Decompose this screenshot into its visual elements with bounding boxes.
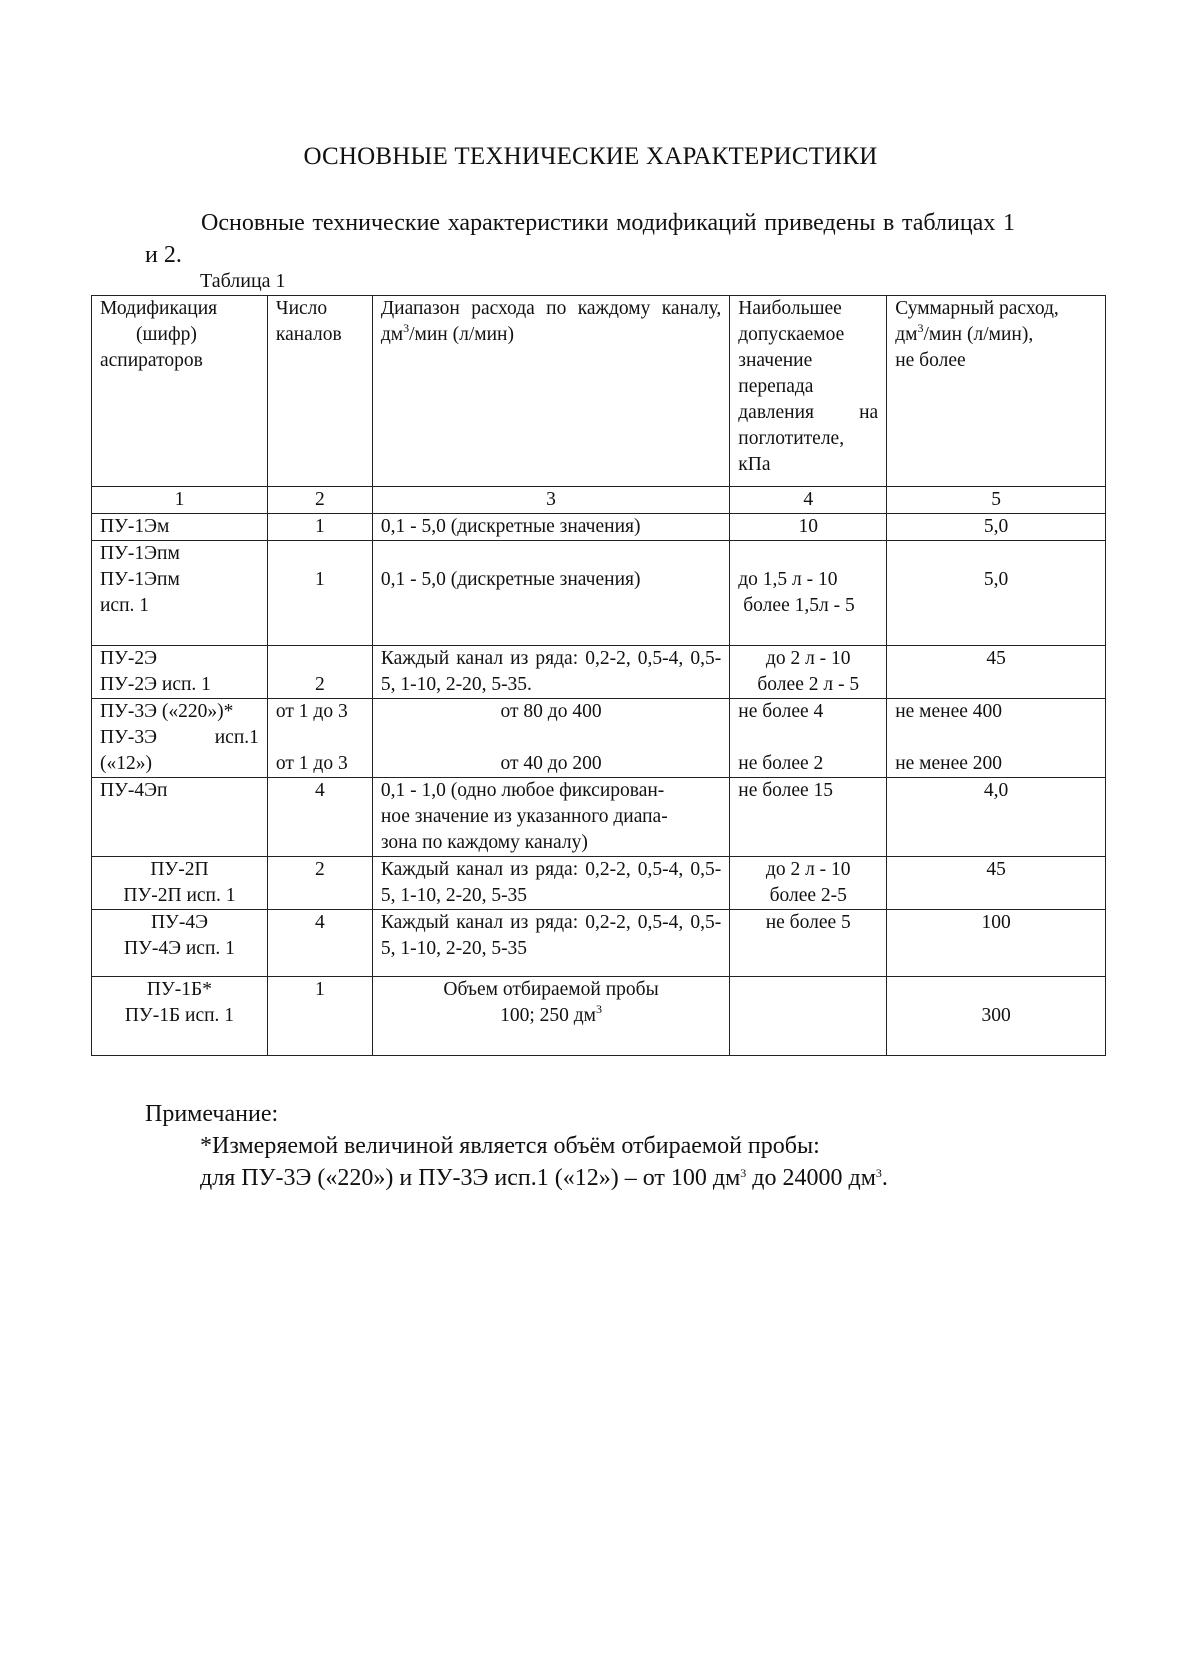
- col-number: 1: [92, 487, 268, 514]
- table-row: [92, 977, 1106, 1056]
- table-row: [92, 857, 1106, 910]
- cell-pressure-drop: не более 4 не более 2: [730, 699, 887, 778]
- table-row: [92, 910, 1106, 977]
- cell-model: ПУ-4Эп: [92, 778, 268, 857]
- cell-total-flow: 4,0: [887, 778, 1106, 857]
- header-model: Модификация (шифр) аспираторов: [92, 296, 268, 487]
- cell-flow-range: Каждый канал из ряда: 0,2-2, 0,5-4, 0,5-5, 1-10, 2-20, 5-35: [372, 910, 729, 977]
- cell-model: ПУ-2П ПУ-2П исп. 1: [92, 857, 268, 910]
- cell-model: ПУ-1Б* ПУ-1Б исп. 1: [92, 977, 268, 1056]
- header-total-flow: Суммарный расход, $дм^3$/мин (л/мин), не более: [887, 296, 1106, 487]
- cell-pressure-drop: не более 15: [730, 778, 887, 857]
- table-row: [92, 541, 1106, 646]
- cell-channels: 4: [267, 910, 372, 977]
- cell-flow-range: 0,1 - 1,0 (одно любое фиксирован- ное значение из указанного диапа- зона по каждому каналу): [372, 778, 729, 857]
- cell-channels: 4: [267, 778, 372, 857]
- note-label: Примечание:: [145, 1101, 279, 1127]
- intro-paragraph: [145, 207, 1015, 271]
- intro-text: Основные технические характеристики модификаций приведены в таблицах 1 и 2.: [145, 210, 1015, 268]
- cell-model: ПУ-1Эм: [92, 514, 268, 541]
- table-row: [92, 699, 1106, 778]
- cell-model: ПУ-4Э ПУ-4Э исп. 1: [92, 910, 268, 977]
- cell-flow-range: Каждый канал из ряда: 0,2-2, 0,5-4, 0,5-5, 1-10, 2-20, 5-35.: [372, 646, 729, 699]
- col-number: 2: [267, 487, 372, 514]
- specifications-table: [91, 295, 1106, 1056]
- cell-channels: 2: [267, 646, 372, 699]
- col-number: 3: [372, 487, 729, 514]
- cell-total-flow: 5,0: [887, 514, 1106, 541]
- header-flow-range: Диапазон расхода по каждому каналу, $дм^3$/мин (л/мин): [372, 296, 729, 487]
- note-section: [145, 1098, 888, 1194]
- cell-model: ПУ-3Э («220»)* ПУ-3Э исп.1 («12»): [92, 699, 268, 778]
- cell-pressure-drop: 10: [730, 514, 887, 541]
- note-line-1: *Измеряемой величиной является объём отбираемой пробы:: [200, 1133, 820, 1159]
- cell-pressure-drop: до 2 л - 10 более 2-5: [730, 857, 887, 910]
- cell-model: ПУ-2Э ПУ-2Э исп. 1: [92, 646, 268, 699]
- note-line-2: для ПУ-3Э («220») и ПУ-3Э исп.1 («12») – от 100 $дм^3$ до 24000 $дм^3$.: [200, 1165, 888, 1191]
- cell-flow-range: Объем отбираемой пробы 100; 250 $дм^3$: [372, 977, 729, 1056]
- cell-total-flow: не менее 400 не менее 200: [887, 699, 1106, 778]
- cell-flow-range: 0,1 - 5,0 (дискретные значения): [372, 541, 729, 646]
- cell-channels: 1: [267, 541, 372, 646]
- cell-pressure-drop: до 2 л - 10 более 2 л - 5: [730, 646, 887, 699]
- cell-total-flow: 300: [887, 977, 1106, 1056]
- table-row: [92, 514, 1106, 541]
- cell-pressure-drop: [730, 977, 887, 1056]
- col-number: 5: [887, 487, 1106, 514]
- table-row: [92, 646, 1106, 699]
- cell-total-flow: 5,0: [887, 541, 1106, 646]
- cell-total-flow: 45: [887, 646, 1106, 699]
- table-header-row: [92, 296, 1106, 487]
- col-number: 4: [730, 487, 887, 514]
- cell-flow-range: от 80 до 400 от 40 до 200: [372, 699, 729, 778]
- cell-total-flow: 100: [887, 910, 1106, 977]
- table-row: [92, 778, 1106, 857]
- cell-channels: 1: [267, 977, 372, 1056]
- cell-model: ПУ-1Эпм ПУ-1Эпм исп. 1: [92, 541, 268, 646]
- cell-pressure-drop: до 1,5 л - 10 более 1,5л - 5: [730, 541, 887, 646]
- cell-channels: 1: [267, 514, 372, 541]
- page-title: ОСНОВНЫЕ ТЕХНИЧЕСКИЕ ХАРАКТЕРИСТИКИ: [303, 143, 878, 170]
- cell-pressure-drop: не более 5: [730, 910, 887, 977]
- header-pressure-drop: Наибольшее допускаемое значение перепада давления на поглотителе, кПа: [730, 296, 887, 487]
- column-number-row: [92, 487, 1106, 514]
- cell-channels: 2: [267, 857, 372, 910]
- header-channels: Число каналов: [267, 296, 372, 487]
- cell-total-flow: 45: [887, 857, 1106, 910]
- table-caption: Таблица 1: [200, 270, 286, 292]
- cell-flow-range: Каждый канал из ряда: 0,2-2, 0,5-4, 0,5-5, 1-10, 2-20, 5-35: [372, 857, 729, 910]
- cell-flow-range: 0,1 - 5,0 (дискретные значения): [372, 514, 729, 541]
- cell-channels: от 1 до 3 от 1 до 3: [267, 699, 372, 778]
